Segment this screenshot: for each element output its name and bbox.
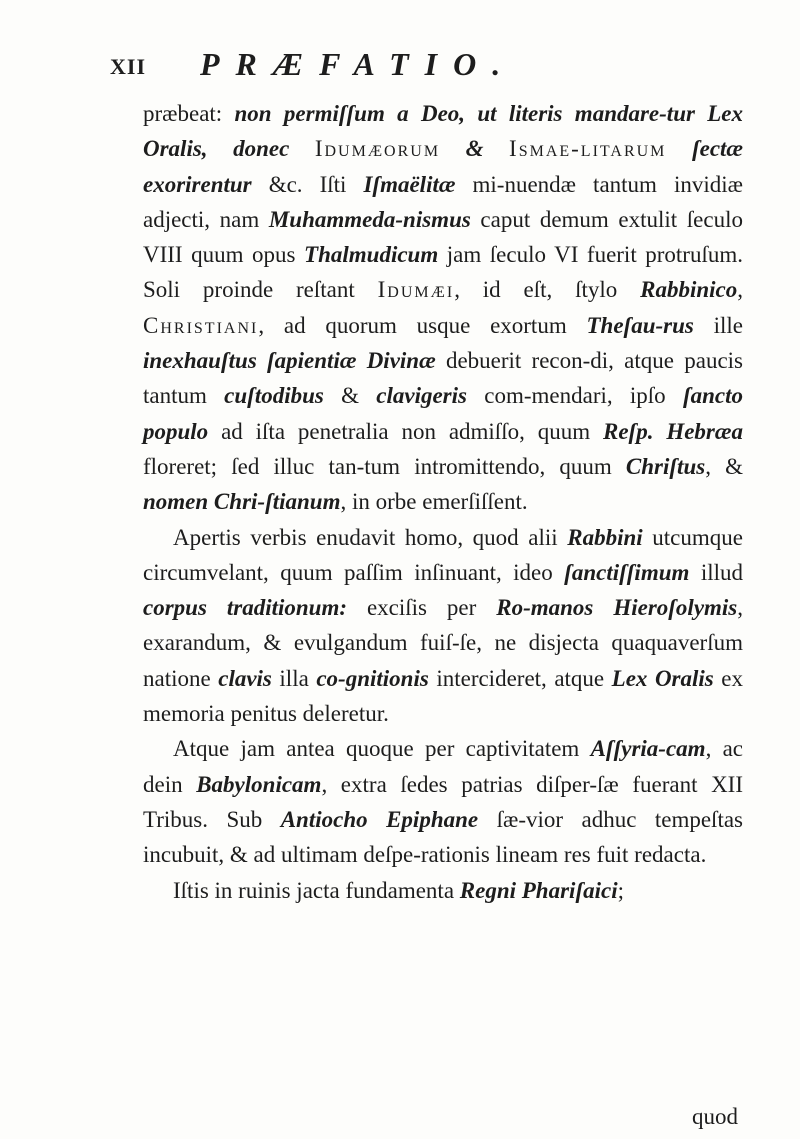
text-run: , & — [705, 453, 743, 479]
text-run: floreret; ſed illuc tan-tum intromittendo, quum — [143, 453, 626, 479]
text-run: Theſau-rus — [586, 312, 694, 338]
text-run: , ac dein — [143, 736, 743, 797]
text-run: exciſis per — [347, 595, 497, 621]
text-run: , — [737, 277, 743, 303]
text-run: Ro-manos Hieroſolymis — [496, 595, 738, 621]
text-run: co-gnitionis — [316, 665, 429, 691]
text-run: , in orbe emerſiſſent. — [340, 489, 528, 515]
text-run: Idumæorum — [314, 136, 441, 162]
text-run: corpus traditionum: — [143, 595, 347, 621]
text-run: Lex Oralis — [611, 665, 714, 691]
text-run: Iſmaëlitæ — [363, 171, 456, 197]
paragraph-2 — [143, 520, 743, 732]
text-run: ad iſta penetralia non admiſſo, quum — [208, 418, 603, 444]
text-run: inexhauſtus ſapientiæ Divinæ — [143, 348, 436, 374]
text-run: Iſtis in ruinis jacta fundamenta — [173, 877, 460, 903]
catchword: quod — [692, 1104, 738, 1129]
text-run: ſectæ exorirentur — [143, 136, 744, 197]
text-run: illa — [271, 665, 317, 691]
text-run: Rabbini — [567, 524, 643, 550]
text-run: , ad quorum usque exortum — [258, 312, 587, 338]
text-run: caput demum extulit ſeculo VIII quum opus — [143, 206, 743, 268]
text-run: Christiani — [143, 312, 259, 338]
text-run: jam ſeculo VI fuerit protruſum. Soli proinde reſtant — [143, 242, 743, 303]
text-run: Apertis verbis enudavit homo, quod alii — [173, 524, 568, 550]
text-run: Regni Phariſaici — [459, 877, 618, 903]
text-run: Babylonicam — [196, 771, 322, 797]
text-run: Aſſyria-cam — [590, 736, 706, 762]
text-run: , id eſt, ſtylo — [454, 277, 641, 303]
text-run: Atque jam antea quoque per captivitatem — [173, 736, 591, 762]
text-run: debuerit recon-di, atque paucis tantum — [143, 348, 743, 409]
text-run: & — [440, 136, 510, 162]
text-run: clavis — [218, 665, 272, 691]
text-run: ſanctiſſimum — [564, 559, 690, 585]
text-run: ſæ-vior adhuc tempeſtas incubuit, & ad ultimam deſpe-rationis lineam res fuit redacta. — [143, 806, 744, 868]
text-run: ille — [693, 312, 743, 338]
running-title: PRÆFATIO. — [200, 46, 517, 82]
page-number: XII — [110, 54, 147, 79]
text-run: Thalmudicum — [304, 242, 439, 268]
text-run: Chriſtus — [625, 453, 706, 479]
text-run: Rabbinico — [640, 277, 738, 303]
text-run: ; — [617, 877, 624, 903]
text-run: clavigeris — [376, 383, 467, 409]
text-run: intercideret, atque — [428, 665, 612, 691]
page-header — [110, 46, 730, 86]
text-run: non permiſſum a Deo, ut literis mandare-tur Lex Oralis, donec — [143, 101, 743, 162]
body-text — [143, 96, 743, 908]
text-run: ex memoria penitus deleretur. — [143, 665, 743, 727]
text-run: ſancto populo — [143, 383, 743, 444]
text-run: Muhammeda-nismus — [268, 206, 471, 232]
paragraph-3 — [143, 731, 743, 872]
text-run: Idumæi — [377, 277, 455, 303]
text-run: utcumque circumvelant, quum paſſim inſinuant, ideo — [143, 524, 743, 585]
text-run: Ismae-litarum — [509, 136, 667, 162]
paragraph-1 — [143, 96, 743, 520]
text-run: Antiocho Epiphane — [280, 806, 479, 832]
text-run: com-mendari, ipſo — [466, 383, 683, 409]
text-run: Reſp. Hebræa — [603, 418, 743, 444]
text-run: nomen Chri-ſtianum — [143, 489, 341, 515]
text-run: cuſtodibus — [224, 383, 324, 409]
paragraph-4 — [143, 873, 743, 908]
text-run: præbeat: — [143, 101, 235, 126]
text-run — [666, 136, 692, 161]
text-run: mi-nuendæ tantum invidiæ adjecti, nam — [143, 171, 743, 232]
text-run: illud — [689, 559, 743, 585]
text-run: &c. Iſti — [251, 171, 364, 197]
text-run: , exarandum, & evulgandum fuiſ-ſe, ne disjecta quaquaverſum natione — [143, 595, 744, 691]
text-run: , extra ſedes patrias diſper-ſæ fuerant XII Tribus. Sub — [143, 771, 743, 832]
text-run: & — [323, 383, 377, 409]
